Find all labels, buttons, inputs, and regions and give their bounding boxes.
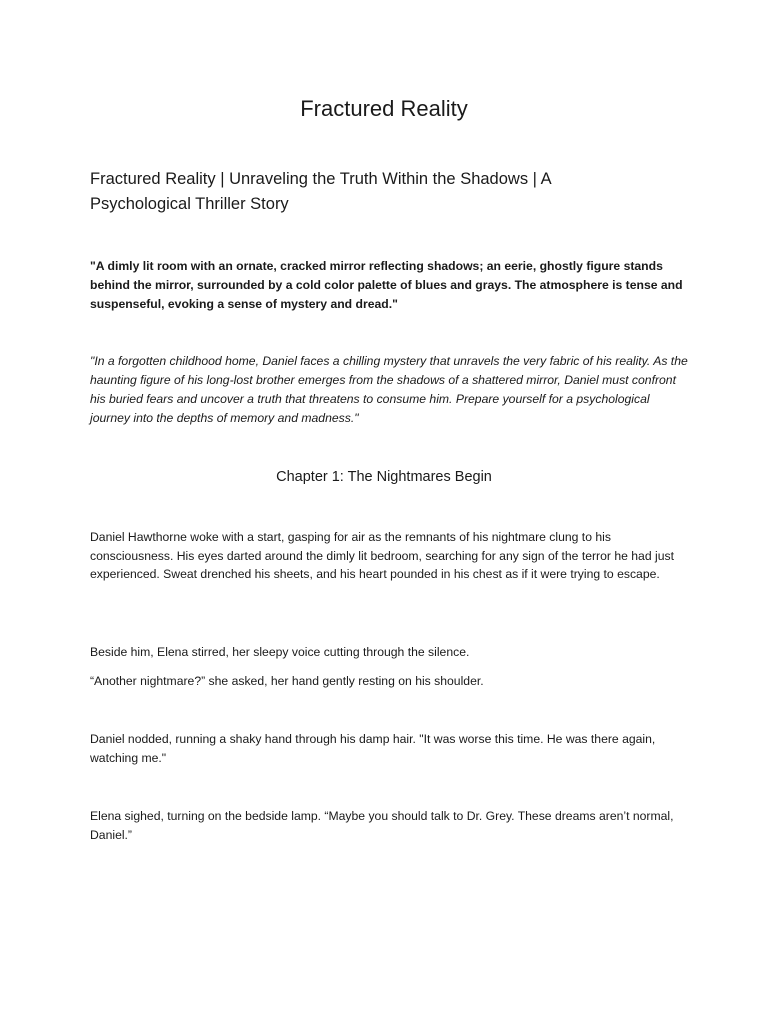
document-title: Fractured Reality: [300, 96, 468, 121]
body-paragraph: Beside him, Elena stirred, her sleepy voice cutting through the silence.: [90, 645, 470, 659]
image-prompt-paragraph: "A dimly lit room with an ornate, cracked mirror reflecting shadows; an eerie, ghostly figure stands behind the mirror, surrounded by a cold color palette of blues and grays. The atmosphere is tense and suspenseful, evoking a sense of mystery and dread.": [90, 259, 683, 311]
story-blurb-paragraph: "In a forgotten childhood home, Daniel faces a chilling mystery that unravels the very fabric of his reality. As the haunting figure of his long-lost brother emerges from the shadows of a shattered mirror, Daniel must confront his buried fears and uncover a truth that threatens to consume him. Prepare yourself for a psychological journey into the depths of memory and madness.": [90, 354, 688, 425]
body-paragraph: Daniel Hawthorne woke with a start, gasping for air as the remnants of his nightmare clung to his consciousness. His eyes darted around the dimly lit bedroom, searching for any sign of the terror he had just experienced. Sweat drenched his sheets, and his heart pounded in his chest as if it were trying to escape.: [90, 530, 674, 581]
document-subtitle: Fractured Reality | Unraveling the Truth Within the Shadows | A Psychological Thriller Story: [90, 170, 551, 213]
body-paragraph: Elena sighed, turning on the bedside lamp. “Maybe you should talk to Dr. Grey. These dreams aren’t normal, Daniel.”: [90, 809, 674, 842]
body-paragraph: “Another nightmare?” she asked, her hand gently resting on his shoulder.: [90, 674, 484, 688]
chapter-heading: Chapter 1: The Nightmares Begin: [276, 469, 492, 485]
body-paragraph: Daniel nodded, running a shaky hand through his damp hair. "It was worse this time. He was there again, watching me.": [90, 732, 656, 765]
